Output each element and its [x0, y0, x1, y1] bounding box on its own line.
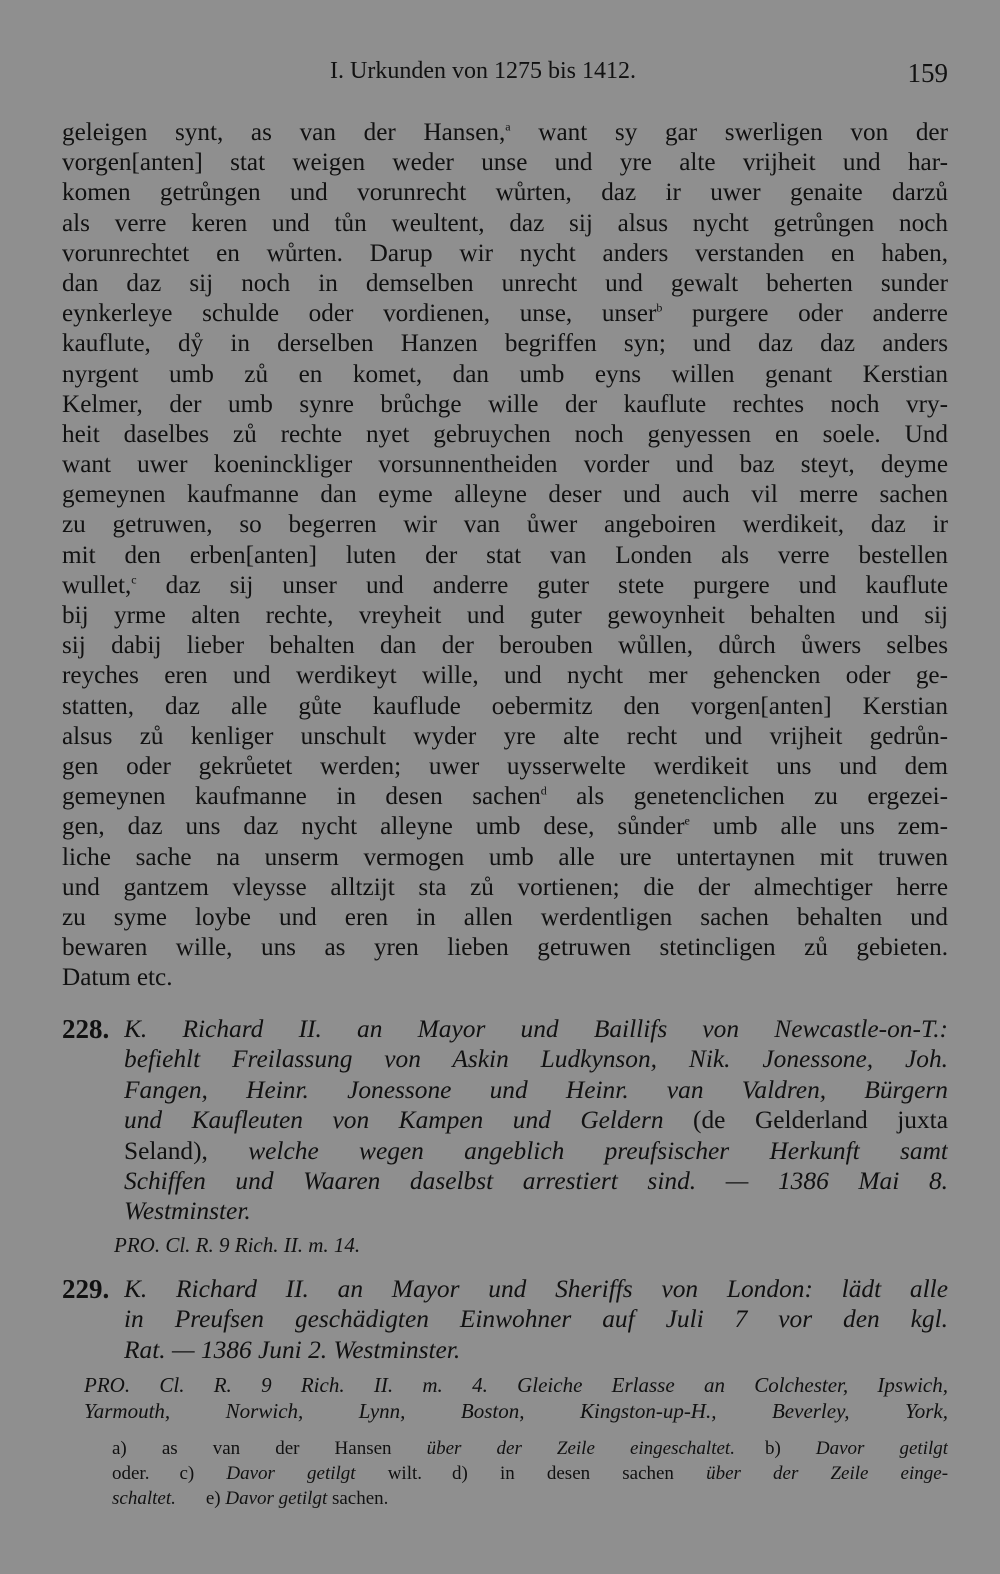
running-title: I. Urkunden von 1275 bis 1412. — [330, 58, 636, 84]
entry-regest — [124, 1274, 948, 1365]
body-line: Datum etc. — [62, 964, 173, 992]
regest-line: in Preufsen geschädigten Einwohner auf Juli 7 vor den kgl. — [124, 1305, 948, 1334]
regest-line: befiehlt Freilassung von Askin Ludkynson, Nik. Jonessone, Joh. — [124, 1045, 948, 1074]
letter-body — [62, 118, 948, 993]
body-line: als verre keren und tůn weultent, daz sij alsus nycht getrůngen noch — [62, 209, 948, 237]
entry-number: 229. — [62, 1274, 110, 1304]
footnote-mark-e: e — [684, 813, 690, 828]
entry-number: 228. — [62, 1014, 110, 1044]
body-line: komen getrůngen und vorunrecht wůrten, daz ir uwer genaite darzů — [62, 179, 948, 207]
footnote-mark-c: c — [131, 572, 137, 587]
footnote-line: oder. c) Davor getilgt wilt. d) in desen sachen über der Zeile einge- — [112, 1463, 948, 1484]
footnote-mark-a: a — [505, 119, 511, 134]
body-line: gemeynen kaufmanne in desen sachen$^d$ als genetenclichen zu ergezei- — [62, 783, 948, 811]
body-line: heit daselbes zů rechte nyet gebruychen noch genyessen en soele. Und — [62, 420, 948, 448]
footnote-mark-d: d — [540, 783, 547, 798]
page-number: 159 — [907, 58, 948, 88]
footnote-mark-b: b — [656, 300, 663, 315]
footnotes — [112, 1436, 948, 1511]
body-line: Kelmer, der umb synre brůchge wille der kauflute rechtes noch vry- — [62, 390, 948, 418]
body-line: nyrgent umb zů en komet, dan umb eyns willen genant Kerstian — [62, 360, 948, 388]
regest-line: K. Richard II. an Mayor und Sheriffs von London: lädt alle — [124, 1275, 948, 1303]
body-line: geleigen synt, as van der Hansen,$^a$ want sy gar swerligen von der — [62, 119, 948, 146]
body-line: alsus zů kenliger unschult wyder yre alte recht und vrijheit gedrůn- — [62, 722, 948, 750]
regest-line: Westminster. — [124, 1197, 251, 1226]
footnote-line: a) as van der Hansen über der Zeile eingeschaltet. b) Davor getilgt — [112, 1438, 948, 1459]
body-line: vorgen[anten] stat weigen weder unse und yre alte vrijheit und har- — [62, 149, 948, 177]
body-line: gen, daz uns daz nycht alleyne umb dese, sůnder$^e$ umb alle uns zem- — [62, 813, 948, 841]
body-line: want uwer koeninckliger vorsunnentheiden vorder und baz steyt, deyme — [62, 451, 948, 479]
body-line: kauflute, dẙ in derselben Hanzen begriffen syn; und daz daz anders — [62, 330, 948, 358]
body-line: mit den erben[anten] luten der stat van Londen als verre bestellen — [62, 541, 948, 569]
page-header — [0, 58, 1000, 94]
body-line: vorunrechtet en wůrten. Darup wir nycht anders verstanden en haben, — [62, 239, 948, 267]
regest-line: Fangen, Heinr. Jonessone und Heinr. van Valdren, Bürgern — [124, 1075, 948, 1104]
body-line: reyches eren und werdikeyt wille, und nycht mer gehencken oder ge- — [62, 662, 948, 690]
regest-line: K. Richard II. an Mayor und Baillifs von Newcastle-on-T.: — [124, 1015, 948, 1043]
body-line: und gantzem vleysse alltzijt sta zů vortienen; die der almechtiger herre — [62, 873, 948, 901]
body-line: gen oder gekrůetet werden; uwer uysserwelte werdikeit uns und dem — [62, 752, 948, 780]
body-line: zu getruwen, so begerren wir van ůwer angeboiren werdikeit, daz ir — [62, 511, 948, 539]
body-line: eynkerleye schulde oder vordienen, unse, unser$^b$ purgere oder anderre — [62, 300, 948, 328]
source-line: Yarmouth, Norwich, Lynn, Boston, Kingston-up-H., Beverley, York, — [84, 1399, 948, 1423]
regest-line: Seland), welche wegen angeblich preufsischer Herkunft samt — [124, 1136, 948, 1165]
source-reference: PRO. Cl. R. 9 Rich. II. m. 14. — [114, 1233, 361, 1257]
regest-line: und Kaufleuten von Kampen und Geldern (de Gelderland juxta — [124, 1106, 948, 1135]
entry-regest — [124, 1014, 948, 1227]
body-line: liche sache na unserm vermogen umb alle ure untertaynen mit truwen — [62, 843, 948, 871]
body-line: bewaren wille, uns as yren lieben getruwen stetincligen zů gebieten. — [62, 934, 948, 962]
body-line: gemeynen kaufmanne dan eyme alleyne deser und auch vil merre sachen — [62, 481, 948, 509]
body-line: dan daz sij noch in demselben unrecht und gewalt beherten sunder — [62, 269, 948, 297]
regest-line: Schiffen und Waaren daselbst arrestiert sind. — 1386 Mai 8. — [124, 1166, 948, 1195]
body-line: statten, daz alle gůte kauflude oebermitz den vorgen[anten] Kerstian — [62, 692, 948, 720]
source-reference — [84, 1372, 948, 1424]
footnote-line: schaltet. e) Davor getilgt sachen. — [112, 1488, 389, 1509]
body-line: wullet,$^c$ daz sij unser und anderre guter stete purgere und kauflute — [62, 571, 948, 599]
regest-line: Rat. — 1386 Juni 2. Westminster. — [124, 1335, 461, 1364]
body-line: bij yrme alten rechte, vreyheit und guter gewoynheit behalten und sij — [62, 602, 948, 629]
body-line: zu syme loybe und eren in allen werdentligen sachen behalten und — [62, 903, 948, 931]
body-line: sij dabij lieber behalten dan der berouben wůllen, důrch ůwers selbes — [62, 632, 948, 660]
source-line: PRO. Cl. R. 9 Rich. II. m. 4. Gleiche Erlasse an Colchester, Ipswich, — [84, 1373, 948, 1397]
